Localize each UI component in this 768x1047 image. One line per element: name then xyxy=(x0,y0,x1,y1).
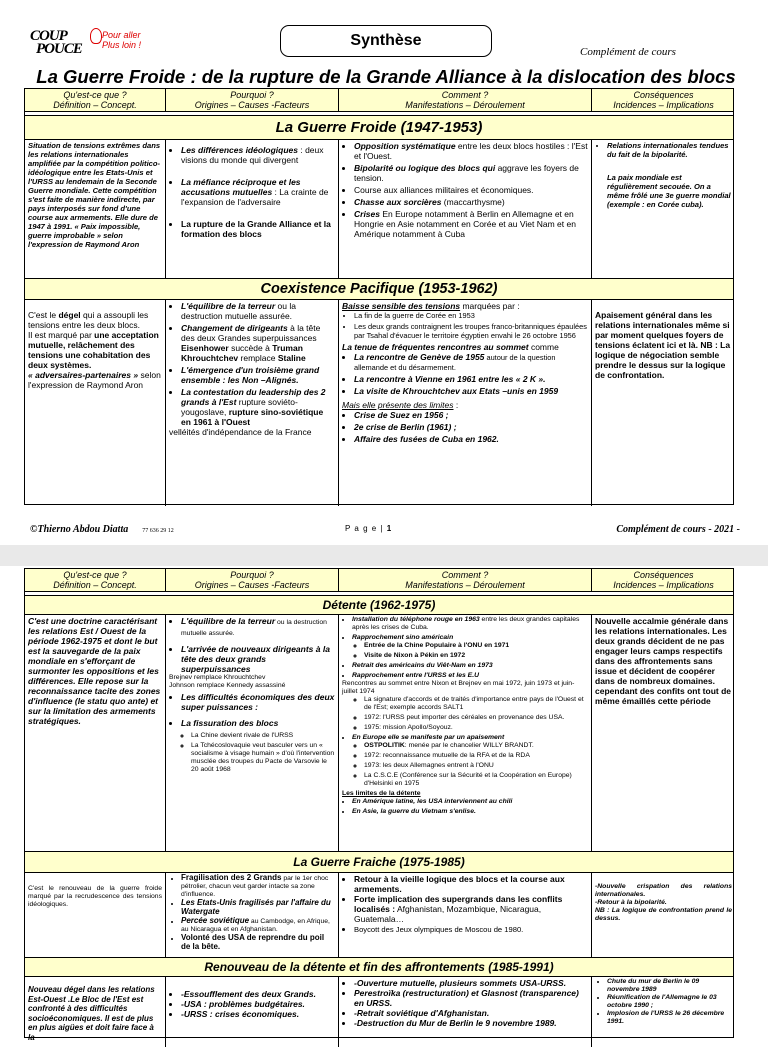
manifestations-cell: • Installation du téléphone rouge en 1963 entre les deux grandes capitales après les crises de Cuba. • Rapprochement sino américain ◦ Entrée de la Chine Populaire à l'ONU en 1971 ◦ Visite de Nixon à Pékin en 1972 • Retrait des américains du Viêt-Nam en 1973 • Rapprochement entre l'URSS et les E.U Rencontres au sommet entre Nixon et Brejnev en mai 1972, juin 1973 et juin-juillet 1974 ◦ La signature d'accords et de traités d'importance entre pays de l'Ouest et de l'Est; exemple accords SALT1 ◦ 1972: l'URSS peut importer des céréales en provenance des USA. ◦ 1975: mission Apollo/Soyouz. • En Europe elle se manifeste par un apaisement ◦ OSTPOLITIK: menée par le chancelier WILLY BRANDT. ◦ 1972: reconnaissance mutuelle de la RFA et de la RDA ◦ 1973: les deux Allemagnes entrent à l'ONU ◦ La C.S.C.E (Conférence sur la Sécurité et la Coopération en Europe) d'Helsinki en 1975 Les limites de la détente • En Amérique latine, les USA interviennent au chili • En Asie, la guerre du Vietnam s'enlise. xyxy=(339,615,592,851)
col-header-consequences: Conséquences Incidences – Implications xyxy=(613,570,714,590)
logo-slogan: Pour aller Plus loin ! xyxy=(102,30,142,50)
consequences-cell: • Chute du mur de Berlin le 09 novembre 1989 • Réunification de l'Allemagne le 03 octobre 1990 ; • Implosion de l'URSS le 26 décembre 1991. xyxy=(592,977,735,1047)
logo-wordmark: COUP POUCE xyxy=(30,28,82,57)
summary-table-continued xyxy=(24,568,734,1042)
manifestations-cell: • -Ouverture mutuelle, plusieurs sommets USA-URSS. • Perestroïka (restructuration) et Glasnost (transparence) en URSS. • -Retrait soviétique d'Afghanistan. • -Destruction du Mur de Berlin le 9 novembre 1989. xyxy=(339,977,592,1047)
consequences-cell: Apaisement général dans les relations internationales même si par moment quelques foyers de tensions éclatent ici et là. NB : La logique de négociation semble prendre le dessus sur la logique de confrontation. xyxy=(595,310,731,380)
col-header-causes: Pourquoi ? Origines – Causes -Facteurs xyxy=(166,89,339,111)
table-header xyxy=(25,89,733,112)
consequences-cell: • Relations internationales tendues du fait de la bipolarité. La paix mondiale est régulièrement secouée. On a même frôlé une 3e guerre mondial (exemple : en Corée cuba). xyxy=(592,140,735,278)
col-header-manifestations: Comment ? Manifestations – Déroulement xyxy=(339,89,592,111)
table-row xyxy=(25,977,733,1047)
manifestations-cell: • Retour à la vieille logique des blocs et la course aux armements. • Forte implication des supergrands dans les conflits localisés : Afghanistan, Mozambique, Nicaragua, Guatemala… • Boycott des Jeux olympiques de Moscou de 1980. xyxy=(339,873,592,957)
section-title-renouveau-detente: Renouveau de la détente et fin des affrontements (1985-1991) xyxy=(25,957,733,977)
footer-author: ©Thierno Abdou Diatta 77 636 29 12 xyxy=(30,524,174,535)
lightbulb-icon xyxy=(90,28,102,44)
page-separator xyxy=(0,545,768,566)
section-title-guerre-fraiche: La Guerre Fraiche (1975-1985) xyxy=(25,851,733,873)
section-title-coexistence: Coexistence Pacifique (1953-1962) xyxy=(25,278,733,300)
consequences-cell: Nouvelle accalmie générale dans les relations internationales. Les deux grands décident de ne pas engager leurs camps respectifs dans des affrontements sans issue et décident de coopérer dans de nombreux domaines. cependant des confits ont tout de même émaillés cette période xyxy=(595,616,732,706)
section-title-detente: Détente (1962-1975) xyxy=(25,595,733,615)
table-row xyxy=(25,300,733,506)
manifestations-cell: Baisse sensible des tensions marquées par : • La fin de la guerre de Corée en 1953 • Les deux grands contraignent les troupes franco-britanniques épaulées par Tsahal d'évacuer le territoire égyptien envahi le 26 octobre 1956 La tenue de fréquentes rencontres au sommet comme • La rencontre de Genève de 1955 autour de la question allemande et du désarmement. • La rencontre à Vienne en 1961 entre les « 2 K ». • La visite de Khrouchtchev aux Etats –unis en 1959 Mais elle présente des limites : • Crise de Suez en 1956 ; • 2e crise de Berlin (1961) ; • Affaire des fusées de Cuba en 1962. xyxy=(339,300,592,506)
synthese-title: Synthèse xyxy=(280,25,492,57)
table-row xyxy=(25,140,733,278)
page-footer xyxy=(30,524,740,538)
section-title-guerre-froide: La Guerre Froide (1947-1953) xyxy=(25,115,733,140)
causes-cell: • -Essoufflement des deux Grands. • -USA : problèmes budgétaires. • -URSS : crises économiques. xyxy=(166,977,339,1047)
definition-cell: Situation de tensions extrêmes dans les relations internationales amplifiée par la compétition politico-idéologique entre les Etats-Unis et l'URSS au lendemain de la Seconde Guerre mondiale. Cette compétition s'est faite de manière indirecte, par pays interposés sur fond d'une course aux armements. Elle dure de 1947 à 1991. « Paix impossible, guerre improbable » selon l'expression de Raymond Aron xyxy=(25,140,166,278)
complement-label: Complément de cours xyxy=(580,46,676,58)
summary-table xyxy=(24,88,734,505)
causes-cell: • L'équilibre de la terreur ou la destruction mutuelle assurée. • L'arrivée de nouveaux dirigeants à la tête des deux grands superpuissances Brejnev remplace Khrouchtchev Johnson remplace Kennedy assassiné • Les difficultés économiques des deux super puissances : • La fissuration des blocs ◦ La Chine devient rivale de l'URSS ◦ La Tchécoslovaquie veut basculer vers un « socialisme à visage humain » d'où l'intervention musclée des troupes du Pacte de Varsovie le 20 août 1968 xyxy=(166,615,339,851)
footer-page-number: P a g e | 1 xyxy=(345,524,393,533)
col-header-definition: Qu'est-ce que ? Définition – Concept. xyxy=(25,89,166,111)
definition-cell: Nouveau dégel dans les relations Est-Ouest .Le Bloc de l'Est est confronté à des difficultés socioéconomiques. Il est de plus en plus aigües et doit faire face à la xyxy=(25,977,166,1047)
coup-pouce-logo xyxy=(30,28,145,66)
table-header xyxy=(25,569,733,592)
col-header-manifestations: Comment ? Manifestations – Déroulement xyxy=(339,569,592,591)
table-row xyxy=(25,615,733,851)
definition-cell: C'est une doctrine caractérisant les relations Est / Ouest de la période 1962-1975 et dont le but est la sauvegarde de la paix mondiale en s'efforçant de surmonter les oppositions et les différences. Elle repose sur la reconnaissance tacite des zones d'influence (le statu quo ante) et sur la limitation des armements stratégiques. xyxy=(25,615,166,851)
col-header-definition: Qu'est-ce que ? Définition – Concept. xyxy=(25,569,166,591)
page-2 xyxy=(0,566,768,1042)
definition-cell: C'est le dégel qui a assoupli les tensions entre les deux blocs. Il est marqué par une acceptation mutuelle, relâchement des tensions une cohabitation des deux systèmes. « adversaires-partenaires » selon l'expression de Raymond Aron xyxy=(25,300,166,506)
definition-cell: C'est le renouveau de la guerre froide marqué par la recrudescence des tensions idéologiques. xyxy=(25,873,166,957)
causes-cell: • Fragilisation des 2 Grands par le 1er choc pétrolier, chacun veut garder intacte sa zone d'influence. • Les Etats-Unis fragilisés par l'affaire du Watergate • Percée soviétique au Cambodge, en Afrique, au Nicaragua et en Afghanistan. • Volonté des USA de reprendre du poil de la bête. xyxy=(166,873,339,957)
page-title: La Guerre Froide : de la rupture de la Grande Alliance à la dislocation des blocs xyxy=(36,66,736,87)
consequences-cell: -Nouvelle crispation des relations internationales. -Retour à la bipolarité. NB : La logique de confrontation prend le dessus. xyxy=(595,883,732,922)
table-row xyxy=(25,873,733,957)
footer-complement: Complément de cours - 2021 - xyxy=(616,524,740,535)
col-header-consequences: Conséquences Incidences – Implications xyxy=(613,90,714,110)
causes-cell: • Les différences idéologiques : deux visions du monde qui divergent • La méfiance réciproque et les accusations mutuelles : La crainte de l'expansion de l'adversaire • La rupture de la Grande Alliance et la formation des blocs xyxy=(166,140,339,278)
col-header-causes: Pourquoi ? Origines – Causes -Facteurs xyxy=(166,569,339,591)
manifestations-cell: • Opposition systématique entre les deux blocs hostiles : l'Est et l'Ouest. • Bipolarité ou logique des blocs qui aggrave les foyers de tension. • Course aux alliances militaires et économiques. • Chasse aux sorcières (maccarthysme) • Crises En Europe notamment à Berlin en Allemagne et en Hongrie en Asie notamment en Corée et au Viet Nam et en Amérique notamment à Cuba xyxy=(339,140,592,278)
causes-cell: • L'équilibre de la terreur ou la destruction mutuelle assurée. • Changement de dirigeants à la tête des deux Grandes superpuissances Eisenhower succède à Truman Khrouchtchev remplace Staline • L'émergence d'un troisième grand ensemble : les Non –Alignés. • La contestation du leadership des 2 grands à l'Est rupture soviéto-yougoslave, rupture sino-soviétique en 1961 à l'Ouest velléités d'indépendance de la France xyxy=(166,300,339,506)
